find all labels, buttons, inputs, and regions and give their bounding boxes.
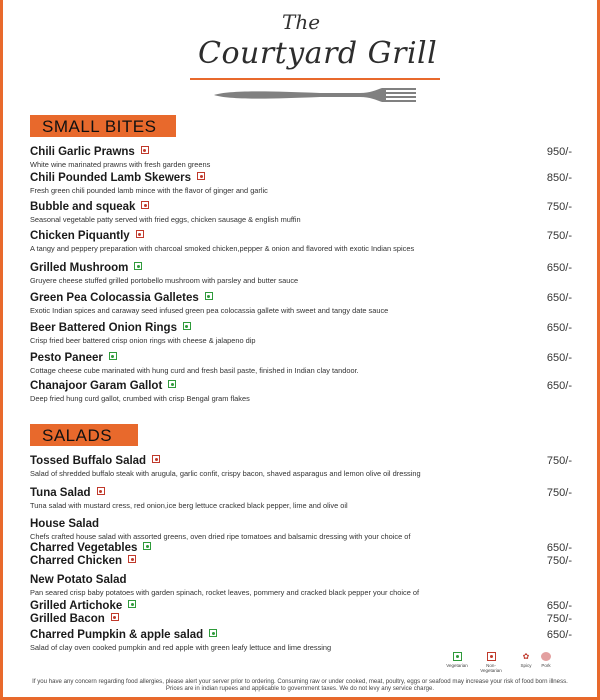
menu-item: [30, 292, 572, 315]
legend-pork: [538, 652, 554, 678]
item-price: 650/-: [546, 322, 572, 334]
veg-icon: [134, 262, 142, 270]
footer-line1: If you have any concern regarding food allergies, please alert your server prior to ordering. Consuming raw or under cooked, meat, poultry, eggs or seafood may increase your risk of food born illness.: [32, 678, 568, 685]
menu-option: [30, 542, 572, 554]
item-description: Gruyere cheese stuffed grilled portobello mushroom with parsley and butter sauce: [30, 276, 299, 285]
item-name: Tossed Buffalo Salad: [30, 455, 147, 467]
item-description: White wine marinated prawns with fresh garden greens: [30, 160, 211, 169]
option-name: Charred Chicken: [30, 555, 123, 567]
item-name: Charred Pumpkin & apple salad: [30, 629, 204, 641]
veg-icon: [205, 292, 213, 300]
item-description: Seasonal vegetable patty served with fried eggs, chicken sausage & english muffin: [30, 215, 301, 224]
chili-icon: ✿: [522, 652, 530, 661]
legend-nonveg-label: Non-Vegetarian: [480, 663, 502, 673]
item-price: 950/-: [546, 146, 572, 158]
footer-disclaimer: [0, 678, 600, 692]
nonveg-icon: [141, 146, 149, 154]
menu-item: [30, 380, 572, 403]
option-price: 650/-: [546, 542, 572, 554]
option-price: 750/-: [546, 613, 572, 625]
nonveg-icon: [487, 652, 496, 661]
item-name: New Potato Salad: [30, 574, 127, 586]
item-name: Chili Pounded Lamb Skewers: [30, 172, 192, 184]
menu-item: [30, 629, 572, 652]
item-name: Bubble and squeak: [30, 201, 136, 213]
brand-logo: [190, 6, 440, 106]
menu-item: [30, 487, 572, 510]
frame-border-left: [0, 0, 3, 700]
item-price: 750/-: [546, 230, 572, 242]
nonveg-icon: [141, 201, 149, 209]
menu-item: [30, 172, 572, 195]
legend-nonveg: [476, 652, 506, 678]
item-name: Chili Garlic Prawns: [30, 146, 135, 158]
veg-icon: [128, 600, 136, 608]
nonveg-icon: [111, 613, 119, 621]
item-description: Fresh green chili pounded lamb mince with the flavor of ginger and garlic: [30, 186, 268, 195]
brand-line1: The: [282, 10, 321, 34]
footer-line2: Prices are in indian rupees and applicable to government taxes. We do not levy any service charge.: [165, 685, 435, 692]
menu-item: [30, 352, 572, 375]
brand-line2: Courtyard Grill: [198, 36, 438, 71]
menu-item: [30, 230, 572, 253]
veg-icon: [209, 629, 217, 637]
item-description: Exotic Indian spices and caraway seed infused green pea colocassia gallete with sweet and tangy date sauce: [30, 306, 389, 315]
item-price: 650/-: [546, 380, 572, 392]
item-description: Crisp fried beer battered crisp onion rings with cheese & jalapeno dip: [30, 336, 256, 345]
item-description: Tuna salad with mustard cress, red onion,ice berg lettuce cracked black pepper, lime and olive oil: [30, 501, 348, 510]
veg-icon: [109, 352, 117, 360]
item-name: Tuna Salad: [30, 487, 91, 499]
item-description: Chefs crafted house salad with assorted greens, oven dried ripe tomatoes and balsamic dressing with your choice of: [30, 532, 411, 541]
item-price: 650/-: [546, 629, 572, 641]
menu-item: [30, 518, 572, 541]
legend-spicy: [518, 652, 534, 678]
item-name: Beer Battered Onion Rings: [30, 322, 177, 334]
option-name: Charred Vegetables: [30, 542, 138, 554]
option-name: Grilled Artichoke: [30, 600, 123, 612]
item-price: 750/-: [546, 201, 572, 213]
veg-icon: [453, 652, 462, 661]
item-name: Pesto Paneer: [30, 352, 103, 364]
menu-item: [30, 574, 572, 597]
fork-icon: [210, 84, 420, 106]
menu-item: [30, 322, 572, 345]
item-description: Pan seared crisp baby potatoes with garden spinach, rocket leaves, pommery and cracked black pepper your choice of: [30, 588, 420, 597]
nonveg-icon: [128, 555, 136, 563]
legend-spicy-label: Spicy: [520, 663, 532, 668]
item-price: 850/-: [546, 172, 572, 184]
menu-option: [30, 555, 572, 567]
pig-icon: [541, 652, 551, 661]
nonveg-icon: [136, 230, 144, 238]
item-name: Green Pea Colocassia Galletes: [30, 292, 199, 304]
nonveg-icon: [152, 455, 160, 463]
item-name: Chanajoor Garam Gallot: [30, 380, 163, 392]
menu-option: [30, 613, 572, 625]
legend-pork-label: Pork: [541, 663, 551, 668]
menu-option: [30, 600, 572, 612]
legend-veg-label: Vegetarian: [446, 663, 468, 668]
item-price: 650/-: [546, 292, 572, 304]
section-heading-salads: SALADS: [30, 424, 138, 446]
menu-item: [30, 262, 572, 285]
item-name: House Salad: [30, 518, 100, 530]
item-name: Grilled Mushroom: [30, 262, 129, 274]
section-heading-small-bites: SMALL BITES: [30, 115, 176, 137]
option-name: Grilled Bacon: [30, 613, 105, 625]
option-price: 650/-: [546, 600, 572, 612]
item-price: 750/-: [546, 455, 572, 467]
logo-rule: [190, 78, 440, 80]
nonveg-icon: [97, 487, 105, 495]
nonveg-icon: [197, 172, 205, 180]
item-description: Salad of shredded buffalo steak with arugula, garlic confit, crispy bacon, shaved asparagus and lemon olive oil dressing: [30, 469, 421, 478]
legend-veg: [446, 652, 468, 678]
veg-icon: [143, 542, 151, 550]
item-description: Cottage cheese cube marinated with hung curd and fresh basil paste, finished in Indian clay tandoor.: [30, 366, 359, 375]
option-price: 750/-: [546, 555, 572, 567]
veg-icon: [183, 322, 191, 330]
item-description: Deep fried hung curd gallot, crumbed with crisp Bengal gram flakes: [30, 394, 250, 403]
menu-item: [30, 201, 572, 224]
item-description: A tangy and peppery preparation with charcoal smoked chicken,pepper & onion and flavored with exotic Indian spices: [30, 244, 415, 253]
item-price: 650/-: [546, 352, 572, 364]
item-price: 750/-: [546, 487, 572, 499]
veg-icon: [168, 380, 176, 388]
item-price: 650/-: [546, 262, 572, 274]
menu-item: [30, 455, 572, 478]
item-name: Chicken Piquantly: [30, 230, 130, 242]
menu-item: [30, 146, 572, 169]
item-description: Salad of clay oven cooked pumpkin and red apple with green leafy lettuce and lime dressing: [30, 643, 332, 652]
